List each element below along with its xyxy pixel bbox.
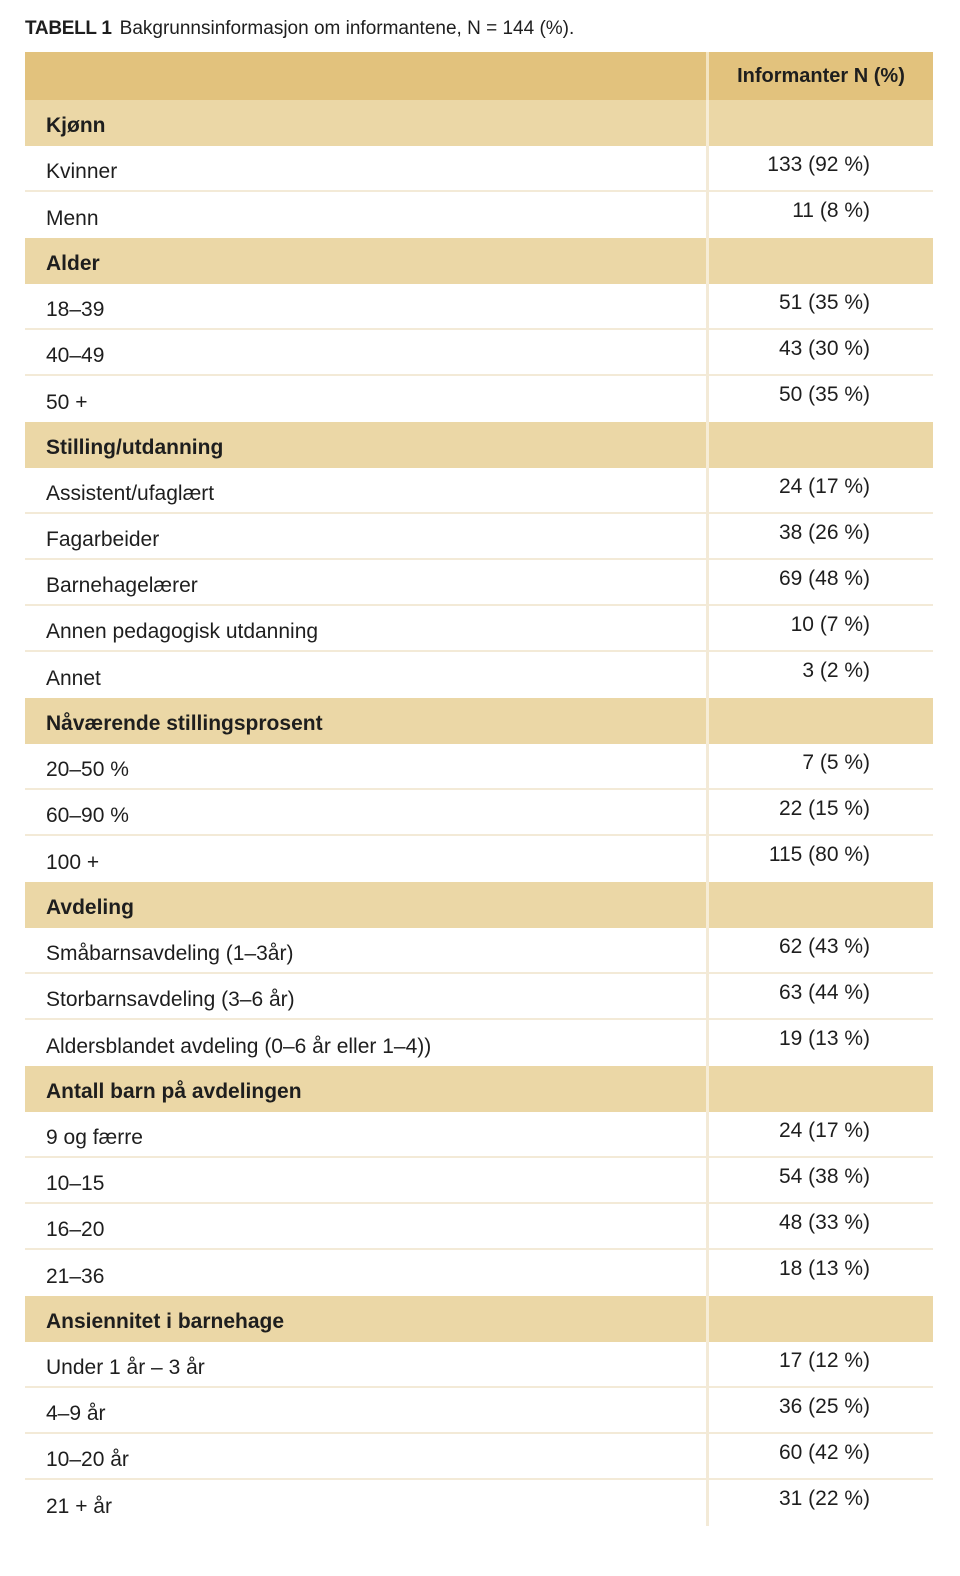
row-label: 9 og færre: [46, 1126, 143, 1149]
row-label: Barnehagelærer: [46, 574, 198, 597]
row-label: Aldersblandet avdeling (0–6 år eller 1–4)): [46, 1035, 432, 1058]
row-value: 3 (2 %): [706, 652, 933, 698]
table-row: [25, 514, 933, 560]
section-header-row: [25, 698, 933, 744]
row-label: 21–36: [46, 1265, 105, 1288]
row-value: 62 (43 %): [706, 928, 933, 972]
section-title: Kjønn: [46, 114, 106, 137]
row-label: 4–9 år: [46, 1402, 106, 1425]
row-value: 63 (44 %): [706, 974, 933, 1018]
row-label: 10–15: [46, 1172, 105, 1195]
row-value: 115 (80 %): [706, 836, 933, 882]
table-caption-label: TABELL 1: [25, 18, 112, 39]
row-label: Under 1 år – 3 år: [46, 1356, 205, 1379]
row-value: 36 (25 %): [706, 1388, 933, 1432]
section-title: Nåværende stillingsprosent: [46, 712, 323, 735]
section-value-cell: [706, 882, 933, 928]
table-row: [25, 1112, 933, 1158]
section-value-cell: [706, 422, 933, 468]
section-title: Avdeling: [46, 896, 134, 919]
row-label: 18–39: [46, 298, 105, 321]
row-value: 24 (17 %): [706, 468, 933, 512]
table-row: [25, 974, 933, 1020]
section-value-cell: [706, 698, 933, 744]
table-row: [25, 146, 933, 192]
table-caption-text: Bakgrunnsinformasjon om informantene, N = 144 (%).: [119, 18, 575, 39]
table-row: [25, 468, 933, 514]
section-title: Ansiennitet i barnehage: [46, 1310, 285, 1333]
row-value: 19 (13 %): [706, 1020, 933, 1066]
table-row: [25, 1480, 933, 1526]
row-label: Kvinner: [46, 160, 118, 183]
row-value: 48 (33 %): [706, 1204, 933, 1248]
row-value: 22 (15 %): [706, 790, 933, 834]
row-value: 54 (38 %): [706, 1158, 933, 1202]
row-value: 133 (92 %): [706, 146, 933, 190]
table-row: [25, 1020, 933, 1066]
table-row: [25, 376, 933, 422]
row-value: 31 (22 %): [706, 1480, 933, 1526]
row-value: 10 (7 %): [706, 606, 933, 650]
row-value: 7 (5 %): [706, 744, 933, 788]
table-row: [25, 1250, 933, 1296]
row-label: Småbarnsavdeling (1–3år): [46, 942, 294, 965]
section-value-cell: [706, 1066, 933, 1112]
section-title: Alder: [46, 252, 100, 275]
section-header-row: [25, 1066, 933, 1112]
table-row: [25, 1342, 933, 1388]
table-row: [25, 606, 933, 652]
section-value-cell: [706, 1296, 933, 1342]
row-value: 11 (8 %): [706, 192, 933, 238]
row-label: Assistent/ufaglært: [46, 482, 215, 505]
row-value: 24 (17 %): [706, 1112, 933, 1156]
row-value: 43 (30 %): [706, 330, 933, 374]
table-row: [25, 652, 933, 698]
table-row: [25, 330, 933, 376]
table-row: [25, 928, 933, 974]
background-info-table: [25, 52, 933, 1526]
table-row: [25, 744, 933, 790]
row-value: 60 (42 %): [706, 1434, 933, 1478]
table-header-row: [25, 52, 933, 100]
table-row: [25, 1204, 933, 1250]
table-row: [25, 790, 933, 836]
row-value: 18 (13 %): [706, 1250, 933, 1296]
row-value: 50 (35 %): [706, 376, 933, 422]
table-body: [25, 100, 933, 1526]
row-label: Storbarnsavdeling (3–6 år): [46, 988, 295, 1011]
column-header-informanter: Informanter N (%): [706, 52, 933, 100]
row-label: 21 + år: [46, 1495, 112, 1518]
row-label: 50 +: [46, 391, 88, 414]
row-label: Annet: [46, 667, 101, 690]
table-row: [25, 1388, 933, 1434]
section-title: Stilling/utdanning: [46, 436, 224, 459]
section-value-cell: [706, 238, 933, 284]
row-label: 20–50 %: [46, 758, 129, 781]
table-row: [25, 836, 933, 882]
row-value: 17 (12 %): [706, 1342, 933, 1386]
table-row: [25, 1158, 933, 1204]
table-row: [25, 192, 933, 238]
row-label: Annen pedagogisk utdanning: [46, 620, 319, 643]
row-label: 100 +: [46, 851, 100, 874]
header-label-cell: [25, 52, 706, 100]
row-label: 10–20 år: [46, 1448, 129, 1471]
row-value: 51 (35 %): [706, 284, 933, 328]
section-header-row: [25, 238, 933, 284]
row-label: Fagarbeider: [46, 528, 160, 551]
table-row: [25, 560, 933, 606]
row-value: 38 (26 %): [706, 514, 933, 558]
table-row: [25, 1434, 933, 1480]
section-title: Antall barn på avdelingen: [46, 1080, 302, 1103]
section-header-row: [25, 1296, 933, 1342]
section-header-row: [25, 882, 933, 928]
row-value: 69 (48 %): [706, 560, 933, 604]
row-label: 60–90 %: [46, 804, 129, 827]
section-header-row: [25, 422, 933, 468]
section-value-cell: [706, 100, 933, 146]
table-row: [25, 284, 933, 330]
row-label: 40–49: [46, 344, 105, 367]
row-label: 16–20: [46, 1218, 105, 1241]
table-caption: [25, 16, 574, 42]
section-header-row: [25, 100, 933, 146]
row-label: Menn: [46, 207, 99, 230]
